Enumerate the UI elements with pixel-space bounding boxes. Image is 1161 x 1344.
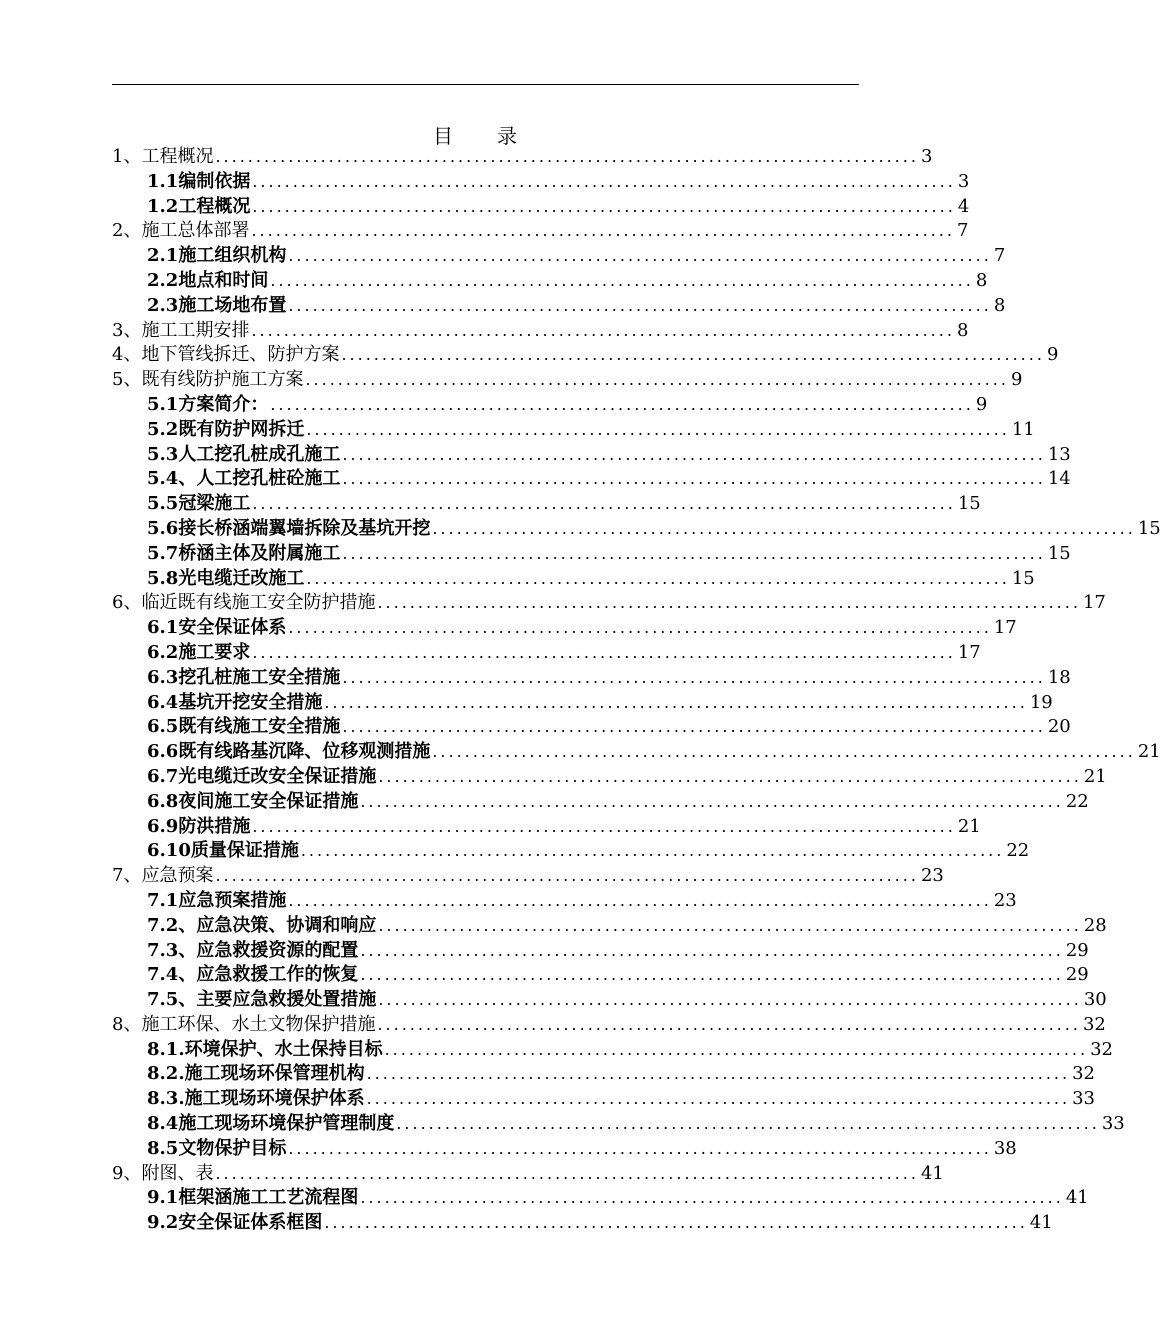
- toc-entry[interactable]: [112, 567, 1035, 592]
- toc-entry[interactable]: [112, 145, 933, 170]
- toc-entry-page-number: 23: [920, 865, 944, 887]
- toc-entry[interactable]: [112, 517, 1161, 542]
- toc-title-left: 目: [433, 124, 453, 148]
- toc-entry[interactable]: [112, 963, 1089, 988]
- toc-entry-page-number: 17: [1082, 592, 1106, 614]
- toc-entry-page-number: 14: [1047, 468, 1071, 490]
- toc-entry-page-number: 38: [993, 1137, 1017, 1159]
- dot-leader: .......................................................................................: [378, 990, 1082, 1010]
- toc-entry-title: 6.10质量保证措施: [147, 840, 299, 862]
- toc-entry-page-number: 32: [1082, 1013, 1106, 1035]
- toc-entry-page-number: 9: [1046, 344, 1059, 366]
- toc-entry-page-number: 33: [1072, 1088, 1095, 1110]
- toc-entry-page-number: 8: [956, 319, 969, 341]
- toc-entry[interactable]: [112, 889, 1017, 914]
- toc-entry[interactable]: [112, 1062, 1095, 1087]
- toc-entry-page-number: 15: [1011, 567, 1035, 589]
- toc-entry[interactable]: [112, 418, 1035, 443]
- toc-entry-page-number: 11: [1011, 418, 1035, 440]
- dot-leader: .......................................................................................: [360, 1188, 1064, 1208]
- dot-leader: .......................................................................................: [306, 568, 1010, 588]
- toc-entry-title: 7.4、应急救援工作的恢复: [147, 964, 359, 986]
- dot-leader: .......................................................................................: [384, 1039, 1089, 1059]
- toc-entry[interactable]: [112, 269, 988, 294]
- toc-entry-page-number: 21: [1083, 765, 1107, 787]
- toc-entry-page-number: 4: [957, 195, 970, 217]
- toc-entry-title: 5.1方案简介：: [147, 393, 269, 415]
- toc-entry[interactable]: [112, 170, 970, 195]
- dot-leader: .......................................................................................: [270, 270, 974, 290]
- dot-leader: .......................................................................................: [432, 742, 1136, 762]
- toc-entry[interactable]: [112, 1013, 1106, 1038]
- dot-leader: .......................................................................................: [252, 494, 956, 514]
- toc-entry-page-number: 32: [1090, 1038, 1113, 1060]
- toc-entry-title: 8.1.环境保护、水土保持目标: [147, 1038, 383, 1060]
- dot-leader: .......................................................................................: [288, 295, 992, 315]
- toc-entry[interactable]: [112, 616, 1017, 641]
- dot-leader: .......................................................................................: [215, 866, 919, 886]
- toc-entry-title: 9.1框架涵施工工艺流程图: [147, 1187, 359, 1209]
- dot-leader: .......................................................................................: [342, 543, 1046, 563]
- toc-entry-title: 2.1施工组织机构: [147, 245, 287, 267]
- dot-leader: .......................................................................................: [251, 320, 955, 340]
- toc-entry-title: 7.5、主要应急救援处置措施: [147, 989, 377, 1011]
- toc-entry-page-number: 21: [957, 815, 981, 837]
- toc-entry-title: 6.4基坑开挖安全措施: [147, 691, 323, 713]
- toc-entry[interactable]: [112, 1112, 1125, 1137]
- toc-entry[interactable]: [112, 467, 1071, 492]
- toc-entry-page-number: 13: [1047, 443, 1071, 465]
- dot-leader: .......................................................................................: [305, 370, 1009, 390]
- toc-entry[interactable]: [112, 443, 1071, 468]
- toc-entry-title: 6.9防洪措施: [147, 815, 251, 837]
- dot-leader: .......................................................................................: [215, 147, 919, 166]
- dot-leader: .......................................................................................: [270, 394, 974, 414]
- toc-entry-title: 7.3、应急救援资源的配置: [147, 939, 359, 961]
- toc-entry[interactable]: [112, 244, 1006, 269]
- toc-entry-title: 5.2既有防护网拆迁: [147, 418, 305, 440]
- toc-entry-title: 6.7光电缆迁改安全保证措施: [147, 765, 377, 787]
- toc-entry[interactable]: [112, 1162, 944, 1187]
- toc-entry-page-number: 29: [1065, 939, 1089, 961]
- toc-entry[interactable]: [112, 740, 1161, 765]
- dot-leader: .......................................................................................: [377, 593, 1081, 613]
- toc-entry-title: 8、施工环保、水土文物保护措施: [112, 1013, 376, 1035]
- toc-entry-title: 5.7桥涵主体及附属施工: [147, 542, 341, 564]
- toc-entry[interactable]: [112, 1211, 1053, 1236]
- dot-leader: .......................................................................................: [378, 915, 1082, 935]
- toc-entry[interactable]: [112, 1087, 1095, 1112]
- dot-leader: .......................................................................................: [366, 1064, 1071, 1084]
- toc-entry[interactable]: [112, 591, 1106, 616]
- toc-entry-page-number: 9: [975, 393, 988, 415]
- toc-title-right: 录: [497, 124, 517, 148]
- toc-entry-title: 5.3人工挖孔桩成孔施工: [147, 443, 341, 465]
- toc-entry[interactable]: [112, 195, 970, 220]
- toc-entry-title: 5.4、人工挖孔桩砼施工: [147, 468, 341, 490]
- toc-entry-page-number: 41: [1065, 1187, 1089, 1209]
- toc-entry-title: 9、附图、表: [112, 1162, 214, 1184]
- dot-leader: .......................................................................................: [378, 766, 1082, 786]
- toc-entry-title: 8.2.施工现场环保管理机构: [147, 1063, 365, 1085]
- toc-entry[interactable]: [112, 492, 981, 517]
- toc-entry-title: 5、既有线防护施工方案: [112, 369, 304, 391]
- toc-entry-page-number: 3: [920, 146, 933, 167]
- toc-entry-title: 1.1编制依据: [147, 170, 251, 192]
- toc-entry[interactable]: [112, 294, 1006, 319]
- dot-leader: .......................................................................................: [300, 841, 1005, 861]
- dot-leader: .......................................................................................: [377, 1014, 1081, 1034]
- dot-leader: .......................................................................................: [342, 444, 1046, 464]
- toc-entry[interactable]: [112, 319, 969, 344]
- toc-entry[interactable]: [112, 864, 944, 889]
- dot-leader: .......................................................................................: [251, 221, 955, 241]
- dot-leader: .......................................................................................: [360, 940, 1064, 960]
- toc-entry-title: 6.2施工要求: [147, 641, 251, 663]
- toc-entry-title: 8.3.施工现场环境保护体系: [147, 1088, 365, 1110]
- toc-entry[interactable]: [112, 715, 1071, 740]
- dot-leader: .......................................................................................: [252, 642, 956, 662]
- toc-entry-title: 5.5冠梁施工: [147, 493, 251, 515]
- toc-entry-page-number: 15: [1137, 517, 1161, 539]
- dot-leader: .......................................................................................: [360, 965, 1064, 985]
- dot-leader: .......................................................................................: [288, 246, 992, 266]
- toc-entry-title: 6.8夜间施工安全保证措施: [147, 790, 359, 812]
- toc-entry-title: 6、临近既有线施工安全防护措施: [112, 592, 376, 614]
- toc-entry[interactable]: [112, 666, 1071, 691]
- dot-leader: .......................................................................................: [324, 1213, 1028, 1233]
- toc-entry-page-number: 7: [956, 220, 969, 242]
- toc-entry-title: 6.1安全保证体系: [147, 617, 287, 639]
- dot-leader: .......................................................................................: [432, 518, 1136, 538]
- toc-entry-title: 8.5文物保护目标: [147, 1137, 287, 1159]
- toc-entry[interactable]: [112, 815, 981, 840]
- toc-entry-page-number: 41: [920, 1162, 944, 1184]
- dot-leader: .......................................................................................: [360, 791, 1064, 811]
- toc-entry[interactable]: [112, 790, 1089, 815]
- toc-entry-page-number: 17: [993, 617, 1017, 639]
- toc-entry-title: 7.1应急预案措施: [147, 889, 287, 911]
- toc-entry-page-number: 8: [993, 294, 1006, 316]
- dot-leader: .......................................................................................: [396, 1114, 1100, 1134]
- toc-entry[interactable]: [112, 914, 1107, 939]
- dot-leader: .......................................................................................: [324, 692, 1028, 712]
- toc-entry[interactable]: [112, 343, 1059, 368]
- toc-entry-title: 6.3挖孔桩施工安全措施: [147, 666, 341, 688]
- toc-entry-title: 4、地下管线拆迁、防护方案: [112, 344, 340, 366]
- toc-entry-page-number: 9: [1010, 369, 1023, 391]
- toc-entry[interactable]: [112, 368, 1023, 393]
- toc-entry-title: 2.3施工场地布置: [147, 294, 287, 316]
- toc-entry-title: 6.5既有线施工安全措施: [147, 716, 341, 738]
- toc-entry[interactable]: [112, 393, 988, 418]
- toc-entry-title: 1.2工程概况: [147, 195, 251, 217]
- dot-leader: .......................................................................................: [306, 419, 1010, 439]
- dot-leader: .......................................................................................: [342, 717, 1046, 737]
- toc-entry[interactable]: [112, 1186, 1089, 1211]
- toc-entry[interactable]: [112, 1038, 1113, 1063]
- toc-entry-page-number: 29: [1065, 964, 1089, 986]
- toc-entry-page-number: 33: [1101, 1113, 1125, 1135]
- toc-entry-title: 2、施工总体部署: [112, 220, 250, 242]
- toc-entry-page-number: 28: [1083, 914, 1107, 936]
- toc-entry-title: 5.8光电缆迁改施工: [147, 567, 305, 589]
- toc-entry-page-number: 20: [1047, 716, 1071, 738]
- dot-leader: .......................................................................................: [288, 618, 992, 638]
- toc-entry[interactable]: [112, 542, 1071, 567]
- toc-entry-page-number: 8: [975, 269, 988, 291]
- dot-leader: .......................................................................................: [288, 890, 992, 910]
- dot-leader: .......................................................................................: [215, 1163, 919, 1183]
- header-rule: [112, 84, 859, 85]
- toc-entry-title: 7.2、应急决策、协调和响应: [147, 914, 377, 936]
- toc-entry[interactable]: [112, 641, 981, 666]
- toc-entry-page-number: 23: [993, 889, 1017, 911]
- toc-entry-page-number: 15: [1047, 542, 1071, 564]
- dot-leader: .......................................................................................: [366, 1089, 1071, 1109]
- toc-entry[interactable]: [112, 839, 1030, 864]
- toc-entry-page-number: 21: [1137, 741, 1161, 763]
- toc-entry-title: 2.2地点和时间: [147, 269, 269, 291]
- dot-leader: .......................................................................................: [252, 171, 956, 191]
- toc-entry-title: 1、工程概况: [112, 146, 214, 167]
- toc-entry-page-number: 19: [1029, 691, 1053, 713]
- toc-entry[interactable]: [112, 988, 1107, 1013]
- dot-leader: .......................................................................................: [252, 816, 956, 836]
- toc-entry-page-number: 3: [957, 170, 970, 192]
- toc-entry-title: 7、应急预案: [112, 865, 214, 887]
- toc-entry[interactable]: [112, 219, 969, 244]
- toc-entry-page-number: 41: [1029, 1212, 1053, 1234]
- table-of-contents: [112, 145, 1161, 1236]
- toc-entry-title: 6.6既有线路基沉降、位移观测措施: [147, 741, 431, 763]
- dot-leader: .......................................................................................: [288, 1138, 992, 1158]
- toc-entry-page-number: 32: [1072, 1063, 1095, 1085]
- toc-entry[interactable]: [112, 765, 1107, 790]
- dot-leader: .......................................................................................: [342, 667, 1046, 687]
- dot-leader: .......................................................................................: [252, 196, 956, 216]
- toc-entry-page-number: 17: [957, 641, 981, 663]
- toc-entry-page-number: 7: [993, 245, 1006, 267]
- dot-leader: .......................................................................................: [341, 345, 1045, 365]
- dot-leader: .......................................................................................: [342, 469, 1046, 489]
- toc-entry-title: 5.6接长桥涵端翼墙拆除及基坑开挖: [147, 517, 431, 539]
- toc-entry-title: 3、施工工期安排: [112, 319, 250, 341]
- toc-entry-page-number: 30: [1083, 989, 1107, 1011]
- toc-entry-title: 8.4施工现场环境保护管理制度: [147, 1113, 395, 1135]
- toc-entry-page-number: 22: [1065, 790, 1089, 812]
- toc-entry-page-number: 22: [1006, 840, 1030, 862]
- toc-entry[interactable]: [112, 939, 1089, 964]
- toc-entry-title: 9.2安全保证体系框图: [147, 1212, 323, 1234]
- toc-entry[interactable]: [112, 691, 1053, 716]
- toc-entry[interactable]: [112, 1137, 1017, 1162]
- toc-entry-page-number: 18: [1047, 666, 1071, 688]
- toc-entry-page-number: 15: [957, 493, 981, 515]
